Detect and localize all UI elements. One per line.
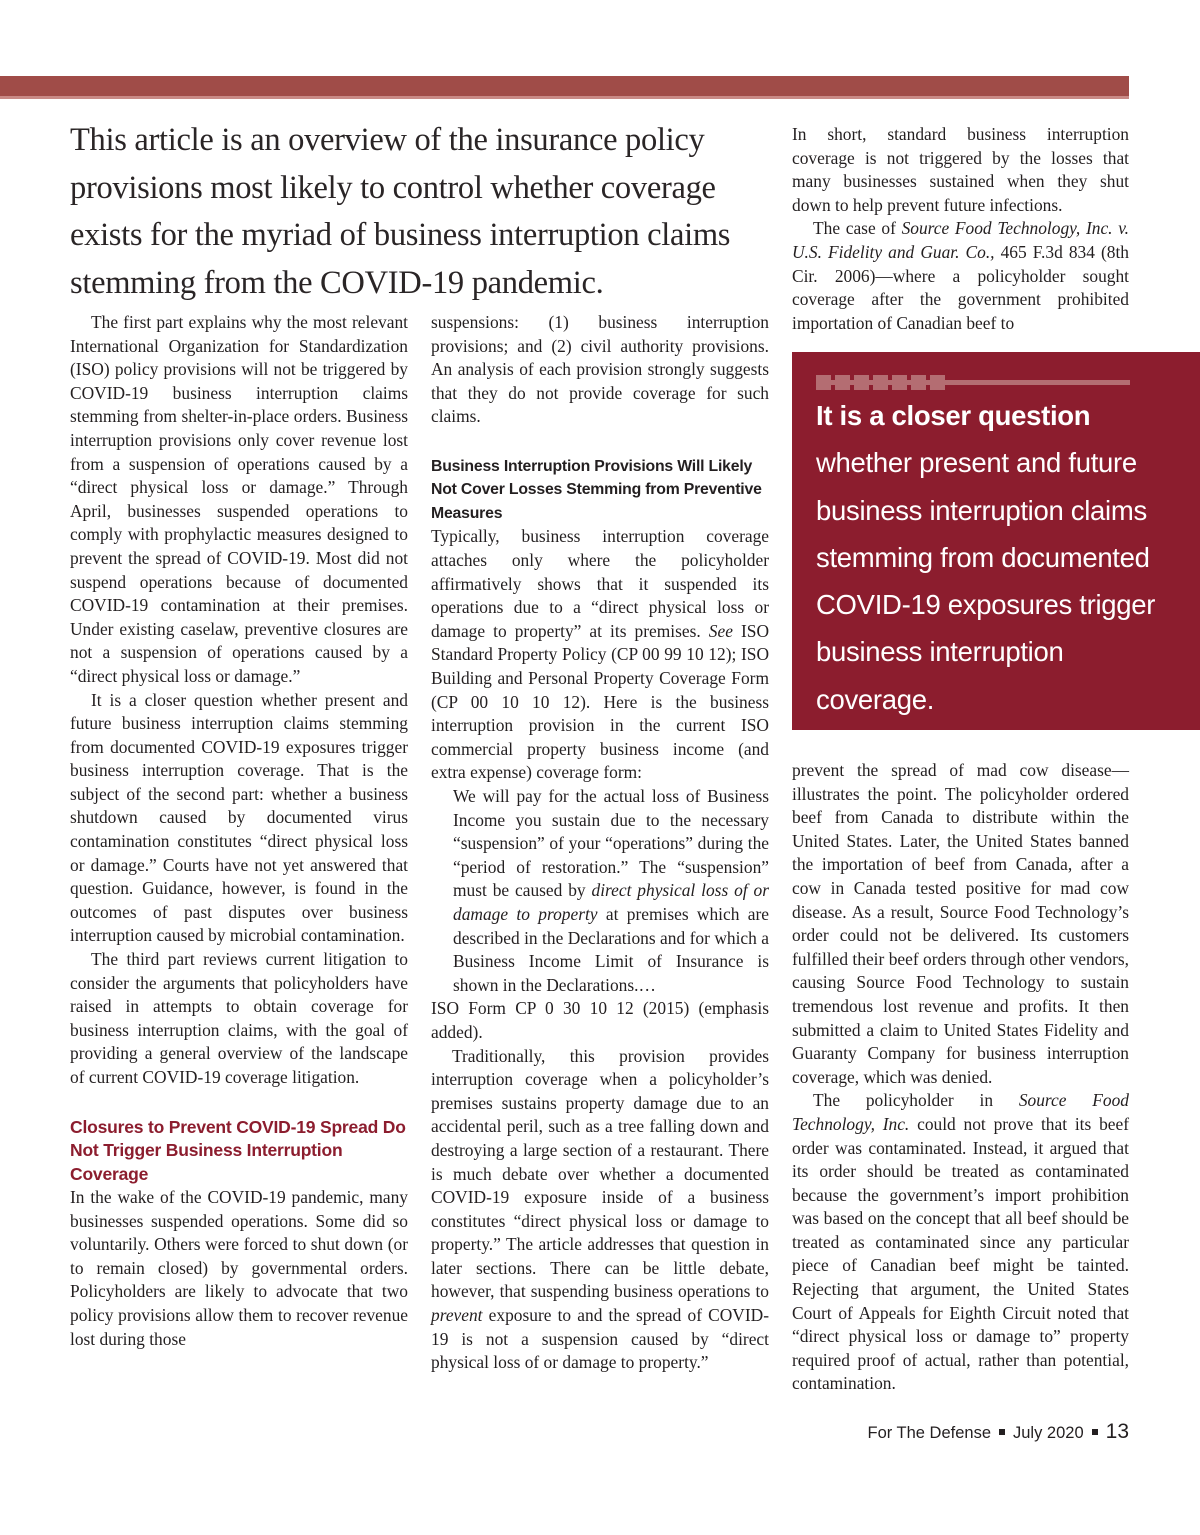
issue-date: July 2020 — [1013, 1424, 1084, 1442]
pull-quote-ornament — [816, 375, 1130, 390]
paragraph: In short, standard business interruption coverage is not triggered by the losses that many businesses sustained when they shut down to help prevent future infections. — [792, 124, 1129, 215]
intro-deck: This article is an overview of the insurance policy provisions most likely to control whether coverage exists for the myriad of business interruption claims stemming from the COVID-19 pandemic. — [70, 122, 731, 301]
column-3-bottom — [792, 759, 1129, 1396]
citation: ISO Form CP 0 30 10 12 (2015) (emphasis added). — [431, 998, 769, 1042]
pull-quote — [792, 352, 1200, 730]
paragraph: prevent the spread of mad cow disease—illustrates the point. The policyholder ordered beef from Canada to distribute within the United States. Later, the United States banned the importation of beef from Canada, after a cow in Canada tested positive for mad cow disease. As a result, Source Food Technology’s order could not be delivered. Its customers fulfilled their beef orders through other vendors, causing Source Food Technology to sustain tremendous lost revenue and profits. It then submitted a claim to United States Fidelity and Guaranty Company for business interruption coverage, which was denied. — [792, 760, 1129, 1087]
bullet-icon — [1092, 1429, 1098, 1435]
pull-quote-text — [816, 392, 1156, 723]
column-1 — [70, 311, 408, 1351]
section-heading: Closures to Prevent COVID-19 Spread Do Not Trigger Business Interruption Coverage — [70, 1116, 406, 1184]
bullet-icon — [999, 1429, 1005, 1435]
column-2 — [431, 311, 769, 1375]
column-3-top — [792, 123, 1129, 335]
page-number: 13 — [1105, 1420, 1129, 1443]
subsection-heading: Business Interruption Provisions Will Likely Not Cover Losses Stemming from Preventive Measures — [431, 457, 762, 522]
paragraph: Typically, business interruption coverage attaches only where the policyholder affirmatively shows that it suspended its operations due to a “direct physical loss or damage to property” at its premises. See ISO Standard Property Policy (CP 00 99 10 12); ISO Building and Personal Property Coverage Form (CP 00 10 10 12). Here is the business interruption provision in the current ISO commercial property business income (and extra expense) coverage form: — [431, 526, 770, 783]
block-quote: We will pay for the actual loss of Business Income you sustain due to the necessary “suspension” of your “operations” during the “period of restoration.” The “suspension” must be caused by direct physical loss of or damage to property at premises which are described in the Declarations and for which a Business Income Limit of Insurance is shown in the Declarations.… — [453, 786, 769, 995]
paragraph: It is a closer question whether present and future business interruption claims stemming from documented COVID-19 exposures trigger business interruption coverage. That is the subject of the second part: whether a business shutdown caused by documented virus contamination constitutes “direct physical loss or damage.” Courts have not yet answered that question. Guidance, however, is found in the outcomes of past disputes over business interruption caused by microbial contamination. — [70, 689, 408, 946]
paragraph: The third part reviews current litigation to consider the arguments that policyholders have raised in attempts to obtain coverage for business interruption claims, with the goal of providing a general overview of the landscape of current COVID-19 coverage litigation. — [70, 949, 408, 1087]
pull-quote-lead: It is a closer question — [816, 400, 1091, 431]
paragraph: In the wake of the COVID-19 pandemic, many businesses suspended operations. Some did so voluntarily. Others were forced to shut down (or to remain closed) by governmental orders. Policyholders are likely to advocate that two policy provisions allow them to recover revenue lost during those — [70, 1187, 408, 1349]
pull-quote-body: whether present and future business interruption claims stemming from documented COVID-19 exposures trigger business interruption coverage. — [816, 447, 1156, 715]
paragraph: suspensions: (1) business interruption provisions; and (2) civil authority provisions. An analysis of each provision strongly suggests that they do not provide coverage for such claims. — [431, 312, 769, 427]
top-rule — [0, 76, 1129, 99]
page-footer — [867, 1420, 1129, 1444]
paragraph: Traditionally, this provision provides interruption coverage when a policyholder’s premises sustains property damage due to an accidental peril, such as a tree falling down and destroying a large section of a restaurant. There is much debate over whether a documented COVID-19 exposure inside of a business constitutes “direct physical loss or damage to property.” The article addresses that question in later sections. There can be little debate, however, that suspending business operations to prevent exposure to and the spread of COVID-19 is not a suspension caused by “direct physical loss of or damage to property.” — [431, 1045, 769, 1373]
paragraph: The case of Source Food Technology, Inc. v. U.S. Fidelity and Guar. Co., 465 F.3d 834 (8th Cir. 2006)—where a policyholder sought coverage after the government prohibited importation of Canadian beef to — [792, 218, 1130, 333]
publication-name: For The Defense — [867, 1424, 991, 1442]
paragraph: The policyholder in Source Food Technology, Inc. could not prove that its beef order was contaminated. Instead, it argued that its order should be treated as contaminated because the government’s import prohibition was based on the concept that all beef should be treated as contaminated since any particular piece of Canadian beef might be tainted. Rejecting that argument, the United States Court of Appeals for Eighth Circuit noted that “direct physical loss or damage to” property required proof of actual, rather than potential, contamination. — [792, 1090, 1130, 1394]
paragraph: The first part explains why the most relevant International Organization for Standardization (ISO) policy provisions will not be triggered by COVID-19 business interruption claims stemming from shelter-in-place orders. Business interruption provisions only cover revenue lost from a suspension of operations caused by a “direct physical loss or damage.” Through April, businesses suspended operations to comply with prophylactic measures designed to prevent the spread of COVID-19. Most did not suspend operations because of documented COVID-19 contamination at their premises. Under existing caselaw, preventive closures are not a suspension of operations caused by a “direct physical loss or damage.” — [70, 312, 408, 686]
